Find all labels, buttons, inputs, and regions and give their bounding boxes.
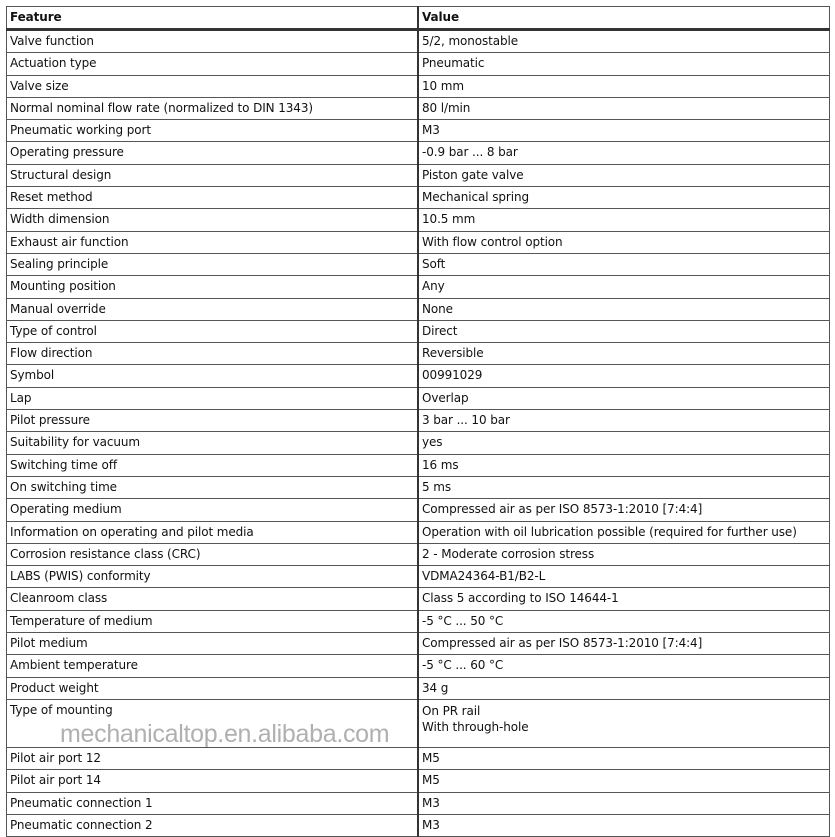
feature-text: Reset method — [10, 190, 93, 205]
table-row — [7, 320, 830, 342]
table-row — [7, 365, 830, 387]
table-row — [7, 566, 830, 588]
value-cell — [418, 566, 830, 588]
feature-cell — [7, 476, 419, 498]
table-row — [7, 588, 830, 610]
feature-cell — [7, 253, 419, 275]
feature-cell — [7, 365, 419, 387]
feature-text: Pilot air port 14 — [10, 773, 101, 788]
value-text: Soft — [422, 256, 446, 271]
value-cell — [418, 75, 830, 97]
value-text: 2 - Moderate corrosion stress — [422, 546, 595, 561]
feature-text: Actuation type — [10, 56, 97, 71]
value-cell — [418, 253, 830, 275]
table-row — [7, 770, 830, 792]
value-text: -0.9 bar ... 8 bar — [422, 145, 518, 160]
value-text: 80 l/min — [422, 100, 471, 115]
table-row — [7, 53, 830, 75]
feature-text: Temperature of medium — [10, 613, 153, 628]
table-row — [7, 276, 830, 298]
table-header-row — [7, 7, 830, 30]
value-text: 5 ms — [422, 479, 451, 494]
value-text: 34 g — [422, 680, 449, 695]
value-cell — [418, 187, 830, 209]
feature-text: Type of control — [10, 323, 97, 338]
feature-text: Operating medium — [10, 502, 122, 517]
feature-cell — [7, 97, 419, 119]
value-cell — [418, 53, 830, 75]
table-row — [7, 298, 830, 320]
value-text: VDMA24364-B1/B2-L — [422, 569, 546, 584]
feature-text: Pneumatic connection 2 — [10, 817, 153, 832]
feature-cell — [7, 187, 419, 209]
feature-cell — [7, 320, 419, 342]
feature-cell — [7, 566, 419, 588]
value-cell — [418, 231, 830, 253]
feature-cell — [7, 120, 419, 142]
value-text: -5 °C ... 60 °C — [422, 658, 504, 673]
value-text: Any — [422, 279, 445, 294]
feature-text: Information on operating and pilot media — [10, 524, 254, 539]
table-row — [7, 343, 830, 365]
feature-text: Lap — [10, 390, 32, 405]
value-cell — [418, 677, 830, 699]
feature-cell — [7, 499, 419, 521]
value-cell — [418, 610, 830, 632]
value-cell — [418, 343, 830, 365]
table-row — [7, 30, 830, 53]
table-row — [7, 454, 830, 476]
feature-cell — [7, 142, 419, 164]
feature-cell — [7, 164, 419, 186]
value-cell — [418, 655, 830, 677]
value-cell — [418, 410, 830, 432]
feature-cell — [7, 814, 419, 836]
value-cell — [418, 209, 830, 231]
value-text: Direct — [422, 323, 458, 338]
value-cell — [418, 588, 830, 610]
header-value: Value — [418, 7, 830, 30]
feature-text: Mounting position — [10, 279, 116, 294]
feature-text: Sealing principle — [10, 256, 109, 271]
table-row — [7, 97, 830, 119]
table-row — [7, 387, 830, 409]
feature-cell — [7, 747, 419, 769]
feature-cell — [7, 677, 419, 699]
feature-text: Flow direction — [10, 346, 93, 361]
value-cell — [418, 770, 830, 792]
feature-text: Symbol — [10, 368, 55, 383]
value-text: M3 — [422, 817, 440, 832]
feature-cell — [7, 432, 419, 454]
value-text: Mechanical spring — [422, 190, 529, 205]
table-row — [7, 253, 830, 275]
feature-cell — [7, 521, 419, 543]
feature-text: Pneumatic connection 1 — [10, 795, 153, 810]
value-cell — [418, 298, 830, 320]
value-cell — [418, 699, 830, 747]
feature-text: Normal nominal flow rate (normalized to DIN 1343) — [10, 100, 313, 115]
feature-text: Type of mounting — [10, 702, 113, 717]
table-row — [7, 231, 830, 253]
value-cell — [418, 320, 830, 342]
value-text: 16 ms — [422, 457, 459, 472]
value-text: Operation with oil lubrication possible (required for further use) — [422, 524, 797, 539]
table-row — [7, 142, 830, 164]
feature-cell — [7, 633, 419, 655]
feature-cell — [7, 209, 419, 231]
feature-text: Switching time off — [10, 457, 117, 472]
feature-text: LABS (PWIS) conformity — [10, 569, 151, 584]
feature-text: Cleanroom class — [10, 591, 108, 606]
feature-cell — [7, 343, 419, 365]
value-text: 00991029 — [422, 368, 483, 383]
value-text: Compressed air as per ISO 8573-1:2010 [7:4:4] — [422, 502, 703, 517]
value-cell — [418, 499, 830, 521]
feature-text: Pneumatic working port — [10, 123, 151, 138]
value-cell — [418, 454, 830, 476]
value-text: Compressed air as per ISO 8573-1:2010 [7:4:4] — [422, 636, 703, 651]
table-row — [7, 432, 830, 454]
value-text: None — [422, 301, 453, 316]
feature-text: Pilot medium — [10, 636, 88, 651]
feature-text: Pilot pressure — [10, 413, 90, 428]
feature-cell — [7, 610, 419, 632]
table-row — [7, 187, 830, 209]
feature-text: Operating pressure — [10, 145, 124, 160]
value-cell — [418, 432, 830, 454]
table-row — [7, 75, 830, 97]
table-row — [7, 476, 830, 498]
feature-text: Exhaust air function — [10, 234, 129, 249]
value-cell — [418, 543, 830, 565]
feature-text: On switching time — [10, 479, 117, 494]
feature-cell — [7, 231, 419, 253]
value-cell — [418, 521, 830, 543]
value-cell — [418, 633, 830, 655]
feature-text: Suitability for vacuum — [10, 435, 140, 450]
value-text: 10 mm — [422, 78, 464, 93]
value-cell — [418, 387, 830, 409]
feature-text: Valve function — [10, 34, 94, 48]
value-text: Overlap — [422, 390, 469, 405]
feature-cell — [7, 655, 419, 677]
value-text: Reversible — [422, 346, 484, 361]
value-cell — [418, 120, 830, 142]
header-feature: Feature — [7, 7, 419, 30]
feature-cell — [7, 770, 419, 792]
value-cell — [418, 476, 830, 498]
value-text: M5 — [422, 773, 440, 788]
table-row — [7, 655, 830, 677]
value-cell — [418, 747, 830, 769]
feature-cell — [7, 588, 419, 610]
feature-cell — [7, 454, 419, 476]
table-row — [7, 792, 830, 814]
feature-cell — [7, 543, 419, 565]
table-row — [7, 164, 830, 186]
feature-text: Width dimension — [10, 212, 110, 227]
value-cell — [418, 814, 830, 836]
feature-cell — [7, 75, 419, 97]
value-cell — [418, 30, 830, 53]
watermark: mechanicaltop.en.alibaba.com — [60, 719, 390, 748]
value-text: Pneumatic — [422, 56, 485, 71]
table-row — [7, 543, 830, 565]
spec-table — [6, 6, 830, 837]
table-row — [7, 633, 830, 655]
table-row — [7, 747, 830, 769]
value-text: 5/2, monostable — [422, 34, 519, 48]
table-row — [7, 499, 830, 521]
value-cell — [418, 792, 830, 814]
value-cell — [418, 365, 830, 387]
value-text: 3 bar ... 10 bar — [422, 413, 510, 428]
feature-cell — [7, 699, 419, 747]
value-text: Piston gate valve — [422, 167, 524, 182]
feature-cell — [7, 410, 419, 432]
feature-cell — [7, 298, 419, 320]
table-row — [7, 610, 830, 632]
feature-text: Corrosion resistance class (CRC) — [10, 546, 201, 561]
feature-cell — [7, 792, 419, 814]
feature-text: Structural design — [10, 167, 112, 182]
value-text: M3 — [422, 123, 440, 138]
feature-text: Manual override — [10, 301, 106, 316]
table-row — [7, 814, 830, 836]
value-cell — [418, 142, 830, 164]
value-text: yes — [422, 435, 443, 450]
value-text: 10.5 mm — [422, 212, 476, 227]
table-row — [7, 209, 830, 231]
value-text: -5 °C ... 50 °C — [422, 613, 504, 628]
value-text: Class 5 according to ISO 14644-1 — [422, 591, 619, 606]
value-text: With flow control option — [422, 234, 563, 249]
table-row — [7, 677, 830, 699]
feature-text: Valve size — [10, 78, 69, 93]
feature-cell — [7, 53, 419, 75]
feature-cell — [7, 387, 419, 409]
table-row — [7, 120, 830, 142]
feature-text: Ambient temperature — [10, 658, 138, 673]
value-cell — [418, 276, 830, 298]
feature-text: Product weight — [10, 680, 99, 695]
feature-cell — [7, 30, 419, 53]
value-cell — [418, 97, 830, 119]
table-row — [7, 521, 830, 543]
value-text: M3 — [422, 795, 440, 810]
value-text: On PR rail With through-hole — [422, 703, 529, 734]
feature-text: Pilot air port 12 — [10, 750, 101, 765]
table-row — [7, 410, 830, 432]
table-row — [7, 699, 830, 747]
value-cell — [418, 164, 830, 186]
feature-cell — [7, 276, 419, 298]
value-text: M5 — [422, 750, 440, 765]
